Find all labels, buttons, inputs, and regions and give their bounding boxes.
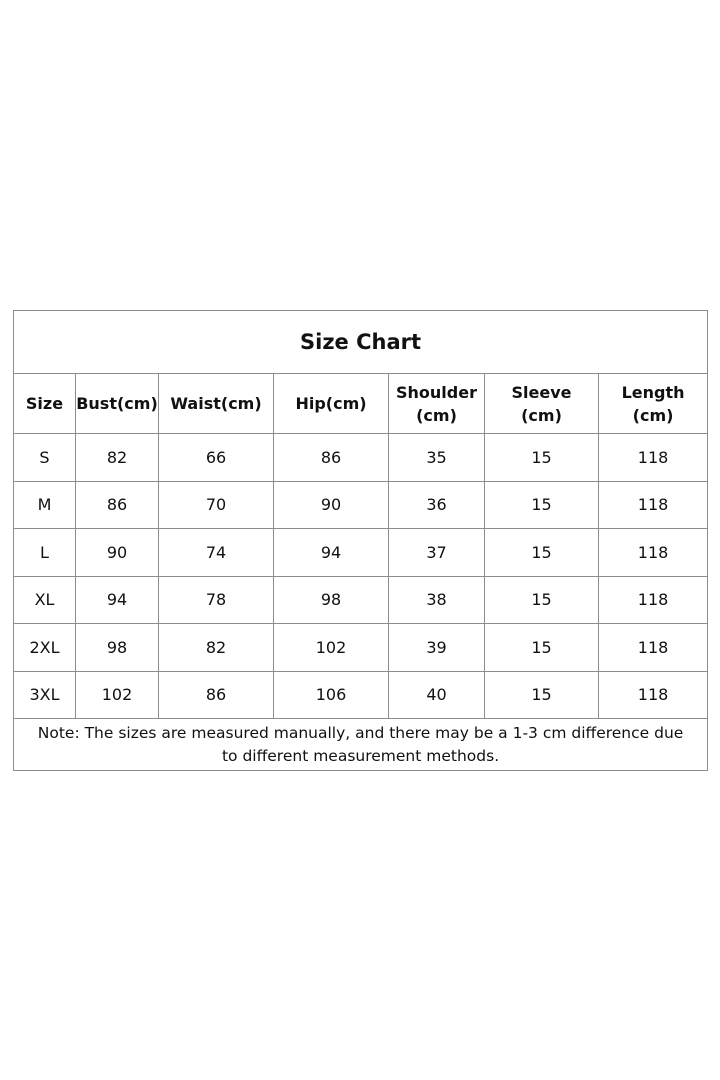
table-cell: 15 xyxy=(485,671,599,719)
table-cell: 86 xyxy=(274,434,389,482)
column-header-bust: Bust(cm) xyxy=(76,374,159,434)
table-row xyxy=(14,671,708,719)
table-cell: 36 xyxy=(389,481,485,529)
table-cell: 82 xyxy=(76,434,159,482)
measurement-note: Note: The sizes are measured manually, and there may be a 1-3 cm difference due to different measurement methods. xyxy=(14,719,708,771)
table-cell: 86 xyxy=(76,481,159,529)
table-cell: 86 xyxy=(159,671,274,719)
table-cell: 118 xyxy=(599,576,708,624)
table-row xyxy=(14,434,708,482)
table-cell: 118 xyxy=(599,529,708,577)
table-cell: 98 xyxy=(274,576,389,624)
column-header-shoulder: Shoulder (cm) xyxy=(389,374,485,434)
table-cell: 98 xyxy=(76,624,159,672)
note-row xyxy=(14,719,708,771)
table-cell: 15 xyxy=(485,434,599,482)
table-cell: 39 xyxy=(389,624,485,672)
column-header-length: Length (cm) xyxy=(599,374,708,434)
table-cell: L xyxy=(14,529,76,577)
table-cell: 74 xyxy=(159,529,274,577)
size-table xyxy=(13,310,708,771)
table-cell: XL xyxy=(14,576,76,624)
table-cell: S xyxy=(14,434,76,482)
size-chart xyxy=(13,310,707,771)
table-cell: 15 xyxy=(485,481,599,529)
header-row xyxy=(14,374,708,434)
table-cell: 118 xyxy=(599,434,708,482)
title-row xyxy=(14,311,708,374)
table-cell: 70 xyxy=(159,481,274,529)
table-cell: 66 xyxy=(159,434,274,482)
table-cell: 82 xyxy=(159,624,274,672)
table-cell: 90 xyxy=(274,481,389,529)
table-cell: 38 xyxy=(389,576,485,624)
table-cell: 94 xyxy=(76,576,159,624)
table-cell: 94 xyxy=(274,529,389,577)
table-row xyxy=(14,481,708,529)
table-cell: 90 xyxy=(76,529,159,577)
table-row xyxy=(14,576,708,624)
table-cell: 118 xyxy=(599,481,708,529)
table-cell: 3XL xyxy=(14,671,76,719)
table-row xyxy=(14,624,708,672)
column-header-hip: Hip(cm) xyxy=(274,374,389,434)
table-cell: 40 xyxy=(389,671,485,719)
table-cell: 15 xyxy=(485,529,599,577)
table-cell: 102 xyxy=(274,624,389,672)
column-header-sleeve: Sleeve (cm) xyxy=(485,374,599,434)
table-cell: 118 xyxy=(599,624,708,672)
column-header-waist: Waist(cm) xyxy=(159,374,274,434)
table-cell: 102 xyxy=(76,671,159,719)
table-cell: 78 xyxy=(159,576,274,624)
table-cell: 118 xyxy=(599,671,708,719)
table-cell: 35 xyxy=(389,434,485,482)
table-row xyxy=(14,529,708,577)
column-header-size: Size xyxy=(14,374,76,434)
table-cell: 15 xyxy=(485,576,599,624)
table-cell: 106 xyxy=(274,671,389,719)
table-title: Size Chart xyxy=(14,311,708,374)
table-cell: 15 xyxy=(485,624,599,672)
table-cell: 37 xyxy=(389,529,485,577)
table-cell: M xyxy=(14,481,76,529)
table-cell: 2XL xyxy=(14,624,76,672)
